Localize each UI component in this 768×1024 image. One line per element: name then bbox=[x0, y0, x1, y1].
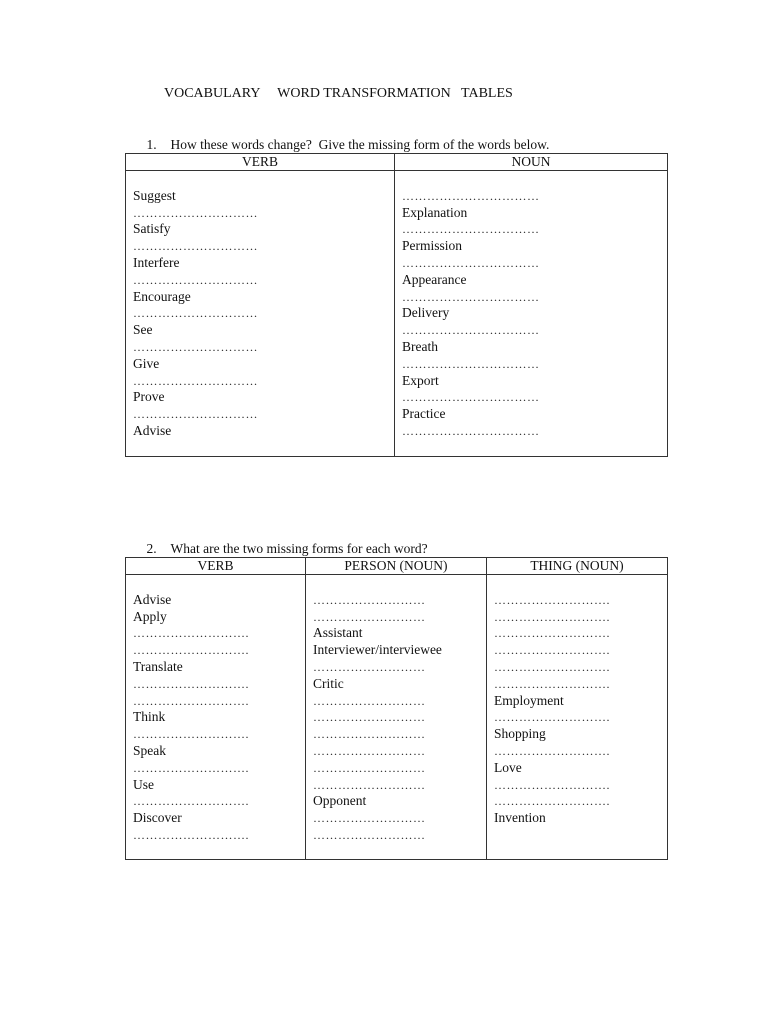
spacer-line bbox=[133, 171, 394, 188]
word-entry: Suggest bbox=[133, 187, 176, 203]
blank-answer-line: ………………………. bbox=[133, 643, 249, 658]
header-noun: NOUN bbox=[395, 154, 668, 171]
blank-answer-line: ……………………… bbox=[313, 743, 426, 758]
noun-column-cell bbox=[395, 171, 668, 457]
header-person-noun: PERSON (NOUN) bbox=[306, 558, 487, 575]
header-thing-noun: THING (NOUN) bbox=[487, 558, 668, 575]
verb-column-cell bbox=[126, 171, 395, 457]
word-entry: Discover bbox=[133, 810, 182, 826]
header-verb: VERB bbox=[126, 154, 395, 171]
word-entry: Export bbox=[402, 372, 439, 388]
word-entry: Breath bbox=[402, 338, 438, 354]
thing-column-cell bbox=[487, 575, 668, 860]
spacer-line bbox=[494, 575, 667, 592]
worksheet-title: VOCABULARY WORD TRANSFORMATION TABLES bbox=[164, 86, 513, 101]
blank-answer-line: ………………………. bbox=[494, 794, 610, 809]
word-entry: Think bbox=[133, 709, 166, 725]
blank-answer-line: ………………………. bbox=[133, 760, 249, 775]
table-header-row bbox=[126, 558, 668, 575]
word-entry: Advise bbox=[133, 422, 172, 438]
blank-answer-line: ………………………. bbox=[494, 626, 610, 641]
blank-answer-line: ………………………… bbox=[133, 205, 258, 220]
word-entry: Permission bbox=[402, 238, 463, 254]
blank-answer-line: ……………………… bbox=[313, 811, 426, 826]
word-entry: Use bbox=[133, 776, 154, 792]
blank-answer-line: …………………………… bbox=[402, 289, 540, 304]
word-entry: Encourage bbox=[133, 288, 191, 304]
blank-answer-line: ………………………. bbox=[133, 676, 249, 691]
blank-answer-line: ………………………… bbox=[133, 272, 258, 287]
word-entry: Advise bbox=[133, 591, 172, 607]
blank-answer-line: ………………………… bbox=[133, 373, 258, 388]
word-entry: Appearance bbox=[402, 271, 467, 287]
person-column-cell bbox=[306, 575, 487, 860]
word-entry: Interfere bbox=[133, 254, 180, 270]
verb-noun-table bbox=[125, 153, 668, 457]
word-entry: Interviewer/interviewee bbox=[313, 642, 442, 658]
word-entry: Apply bbox=[133, 608, 167, 624]
spacer-line bbox=[133, 575, 305, 592]
word-entry: Practice bbox=[402, 406, 446, 422]
blank-answer-line: …………………………… bbox=[402, 222, 540, 237]
verb-column-cell bbox=[126, 575, 306, 860]
word-entry: Translate bbox=[133, 658, 183, 674]
blank-answer-line: ………………………. bbox=[133, 794, 249, 809]
blank-answer-line: ………………………. bbox=[494, 743, 610, 758]
word-entry: Satisfy bbox=[133, 221, 171, 237]
table-body-row bbox=[126, 171, 668, 457]
word-entry: Critic bbox=[313, 675, 344, 691]
word-entry: Love bbox=[494, 759, 522, 775]
blank-answer-line: ……………………… bbox=[313, 693, 426, 708]
blank-answer-line: ……………………… bbox=[313, 659, 426, 674]
word-entry: Give bbox=[133, 355, 160, 371]
blank-answer-line: …………………………… bbox=[402, 188, 540, 203]
header-verb: VERB bbox=[126, 558, 306, 575]
blank-answer-line: ………………………. bbox=[494, 777, 610, 792]
blank-answer-line: ………………………. bbox=[494, 609, 610, 624]
blank-answer-line: ………………………… bbox=[133, 407, 258, 422]
question-2-number: 2. bbox=[146, 541, 157, 556]
question-1-text: How these words change? Give the missing form of the words below. bbox=[170, 137, 550, 152]
blank-answer-line: …………………………… bbox=[402, 390, 540, 405]
verb-column-list bbox=[126, 575, 305, 844]
spacer-line bbox=[313, 575, 486, 592]
question-2-text: What are the two missing forms for each word? bbox=[170, 541, 428, 556]
table-body-row bbox=[126, 575, 668, 860]
word-entry: Employment bbox=[494, 692, 564, 708]
spacer-line bbox=[402, 171, 667, 188]
word-entry: See bbox=[133, 322, 153, 338]
blank-answer-line: ………………………… bbox=[133, 239, 258, 254]
blank-answer-line: ………………………. bbox=[494, 710, 610, 725]
blank-answer-line: ……………………… bbox=[313, 592, 426, 607]
word-entry: Assistant bbox=[313, 625, 363, 641]
blank-answer-line: …………………………… bbox=[402, 323, 540, 338]
blank-answer-line: ………………………. bbox=[494, 592, 610, 607]
blank-answer-line: ………………………. bbox=[494, 659, 610, 674]
blank-answer-line: ………………………. bbox=[133, 626, 249, 641]
question-1-number: 1. bbox=[146, 137, 157, 152]
blank-answer-line: ………………………… bbox=[133, 339, 258, 354]
word-entry: Prove bbox=[133, 389, 165, 405]
blank-answer-line: …………………………… bbox=[402, 356, 540, 371]
person-column-list bbox=[306, 575, 486, 844]
verb-column-list bbox=[126, 171, 394, 440]
blank-answer-line: …………………………… bbox=[402, 423, 540, 438]
blank-answer-line: ……………………… bbox=[313, 777, 426, 792]
blank-answer-line: ………………………. bbox=[494, 676, 610, 691]
blank-answer-line: ……………………… bbox=[313, 827, 426, 842]
blank-answer-line: ………………………. bbox=[133, 827, 249, 842]
verb-person-thing-table bbox=[125, 557, 668, 860]
blank-answer-line: ………………………. bbox=[133, 727, 249, 742]
word-entry: Shopping bbox=[494, 726, 546, 742]
blank-answer-line: ……………………… bbox=[313, 609, 426, 624]
blank-answer-line: ………………………… bbox=[133, 306, 258, 321]
word-entry: Explanation bbox=[402, 204, 468, 220]
blank-answer-line: ……………………… bbox=[313, 760, 426, 775]
noun-column-list bbox=[395, 171, 667, 440]
blank-answer-line: ………………………. bbox=[494, 643, 610, 658]
blank-answer-line: ……………………… bbox=[313, 727, 426, 742]
blank-answer-line: ……………………… bbox=[313, 710, 426, 725]
thing-column-list bbox=[487, 575, 667, 827]
word-entry: Speak bbox=[133, 742, 166, 758]
word-entry: Opponent bbox=[313, 793, 367, 809]
blank-answer-line: ………………………. bbox=[133, 693, 249, 708]
table-header-row bbox=[126, 154, 668, 171]
word-entry: Delivery bbox=[402, 305, 450, 321]
blank-answer-line: …………………………… bbox=[402, 255, 540, 270]
word-entry: Invention bbox=[494, 810, 546, 826]
